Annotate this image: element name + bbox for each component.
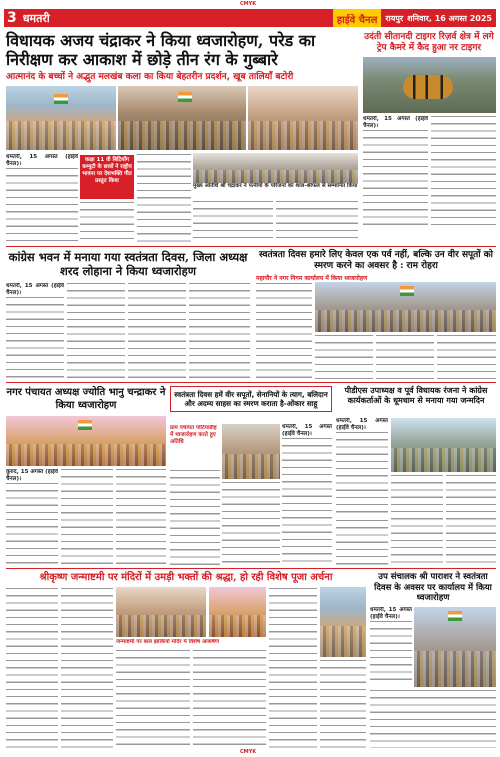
cmyk-marker: CMYK — [240, 1, 257, 7]
quote-kicker: महापौर ने नगर निगम कार्यालय में किया ध्वजारोहण — [256, 275, 368, 282]
lead-column-1 — [6, 154, 78, 244]
brand-logo: हाईवे चैनल — [333, 9, 382, 27]
nagar-dateline: कुरुद, 15 अगस्त (हाईवे चैनल)। — [6, 469, 58, 483]
lead-headline: विधायक अजय चंद्राकर ने किया ध्वजारोहण, परेड का निरीक्षण कर आकाश में छोड़े तीन रंग के गुब्बारे — [6, 31, 316, 69]
nagar-column-3 — [116, 469, 166, 565]
janmashtami-column-5 — [269, 588, 317, 748]
temple-photo-2 — [209, 587, 266, 637]
pds-headline: पीडीएस उपाध्यक्ष व पूर्व विधायक रंजना ने कांग्रेस कार्यकर्ताओं के धूमधाम से मनाया गया जन्मदिन — [344, 386, 488, 405]
tiger-photo — [363, 57, 496, 113]
nagar-photo — [6, 416, 166, 466]
malkhamb-photo — [248, 86, 358, 150]
sacrifice-column-3 — [282, 424, 332, 565]
tiger-column-1 — [363, 116, 428, 231]
quote-headline: स्वतंत्रता दिवस हमारे लिए केवल एक पर्व नहीं, बल्कि उन वीर सपूतों को स्मरण करने का अवसर है : राम रोहरा — [259, 250, 493, 271]
janmashtami-sub: जन्माष्टमी पर बाल झांकियाँ मंदिर में विशेष आकर्षण — [116, 639, 266, 647]
tiger-headline: उदंती सीतानदी टाइगर रिज़र्व क्षेत्र में लगे ट्रेप कैमरे में कैद हुआ नर टाइगर — [364, 32, 494, 53]
congress-column-1 — [6, 283, 64, 379]
pds-photo — [391, 418, 496, 472]
congress-dateline: धमतरी, 15 अगस्त (हाईवे चैनल)। — [6, 283, 64, 297]
pds-column-3 — [446, 475, 496, 565]
nagar-headline: नगर पंचायत अध्यक्ष ज्योति भानु चन्द्राकर ने किया ध्वजारोहण — [6, 387, 166, 411]
parade-photo — [6, 86, 116, 150]
suboffice-column-1 — [370, 607, 412, 687]
divider — [6, 568, 496, 569]
honour-photo — [193, 153, 358, 183]
pds-dateline: धमतरी, 15 अगस्त (हाईवे चैनल)। — [336, 418, 388, 432]
lead-dateline: धमतरी, 15 अगस्त (हाईवे चैनल)। — [6, 154, 78, 168]
congress-headline: कांग्रेस भवन में मनाया गया स्वतंत्रता दिवस, जिला अध्यक्ष शरद लोहाना ने किया ध्वजारोहण — [8, 250, 248, 278]
janmashtami-column-3 — [116, 650, 190, 748]
lead-column-4 — [193, 201, 273, 244]
lead-subhead: आत्मानंद के बच्चों ने अद्भुत मलखंब कला का किया बेहतरीन प्रदर्शन, खूब तालियाँ बटोरी — [6, 72, 294, 82]
sacrifice-photo — [222, 424, 280, 479]
quote-column-2 — [315, 335, 373, 379]
page-header — [4, 9, 496, 27]
sacrifice-headline: स्वतंत्रता दिवस हमें वीर सपूतों, सेनानियों के त्याग, बलिदान और अदम्य साहस का स्मरण कराता है-ओंकार साहू — [170, 386, 332, 412]
pds-column-4 — [336, 520, 388, 565]
suboffice-photo — [414, 607, 496, 687]
pds-column-1 — [336, 418, 388, 518]
congress-column-3 — [128, 283, 186, 379]
sacrifice-column-2 — [222, 482, 280, 565]
janmashtami-headline: श्रीकृष्ण जन्माष्टमी पर मंदिरों में उमड़ी भक्तों की श्रद्धा, हो रही विशेष पूजा अर्चना — [39, 572, 333, 583]
janmashtami-column-2 — [61, 588, 113, 748]
janmashtami-column-4 — [193, 650, 266, 748]
congress-column-2 — [67, 283, 125, 379]
pds-column-2 — [391, 475, 443, 565]
honour-caption: मुख्य अतिथि श्री चंद्राकर ने पत्नीयों के परिजनों को शाल-श्रीफल से सम्मानित किया — [193, 183, 358, 199]
suboffice-column-2 — [370, 690, 496, 748]
quote-column-3 — [376, 335, 434, 379]
page-number: 3 — [7, 10, 17, 26]
suboffice-dateline: धमतरी, 15 अगस्त (हाईवे चैनल)। — [370, 607, 412, 621]
divider — [6, 246, 496, 247]
janmashtami-column-1 — [6, 588, 58, 748]
sacrifice-column-1 — [170, 470, 220, 565]
nagar-column-2 — [61, 469, 113, 565]
tiger-column-2 — [431, 116, 496, 231]
nagar-column-1 — [6, 469, 58, 565]
quote-column-1 — [256, 283, 312, 379]
lead-sidebox: कक्षा 11 वी बिटियाँग कम्युटी के छात्रों ने राष्ट्रीय भावना पर देशभक्ति गीत प्रस्तुत किया — [80, 155, 134, 199]
janmashtami-column-6 — [320, 660, 366, 748]
sacrifice-kicker: ग्राम पंचायत पोटियाडीह में ध्वजारोहण करते हुए अतिथि — [170, 425, 220, 467]
divider — [6, 382, 496, 383]
mayor-photo — [315, 282, 496, 332]
lead-column-5 — [276, 201, 358, 244]
issue-date: शनिवार, 16 अगस्त 2025 — [407, 13, 492, 23]
tiger-dateline: धमतरी, 15 अगस्त (हाईवे चैनल)। — [363, 116, 428, 130]
lead-column-3 — [137, 154, 191, 244]
temple-photo-3 — [320, 587, 366, 657]
quote-column-4 — [437, 335, 496, 379]
edition-city: रायपुर — [385, 13, 404, 23]
congress-column-4 — [189, 283, 250, 379]
sacrifice-dateline: धमतरी, 15 अगस्त (हाईवे चैनल)। — [282, 424, 332, 438]
temple-photo-1 — [116, 587, 206, 637]
section-title: धमतरी — [22, 11, 50, 25]
balloon-photo — [118, 86, 246, 150]
cmyk-marker-bottom: CMYK — [240, 749, 257, 755]
lead-column-2 — [80, 202, 134, 244]
tiger-figure — [403, 75, 453, 99]
suboffice-headline: उप संचालक श्री पाराशर ने स्वतंत्रता दिवस के अवसर पर कार्यालय में किया ध्वजारोहण — [374, 572, 492, 603]
